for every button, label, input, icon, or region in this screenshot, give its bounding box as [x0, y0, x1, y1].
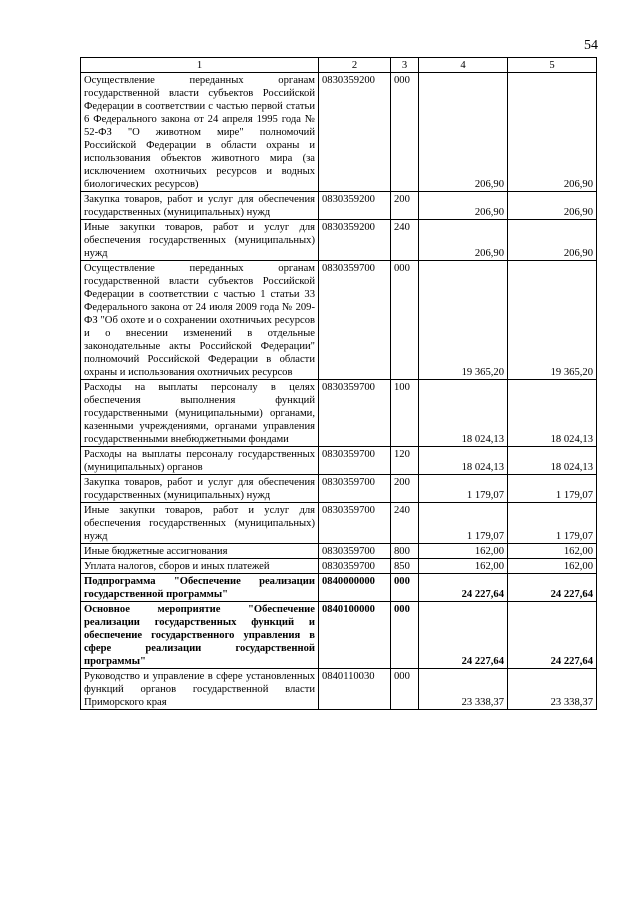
row-amount-col5: 19 365,20 — [508, 261, 597, 380]
row-expense-kind: 000 — [391, 261, 419, 380]
row-amount-col4: 1 179,07 — [419, 475, 508, 503]
row-amount-col5: 18 024,13 — [508, 380, 597, 447]
column-header: 3 — [391, 58, 419, 73]
table-header-row — [81, 58, 597, 73]
table-row — [81, 220, 597, 261]
row-amount-col4: 18 024,13 — [419, 380, 508, 447]
row-amount-col5: 1 179,07 — [508, 475, 597, 503]
row-expense-kind: 000 — [391, 602, 419, 669]
row-amount-col4: 206,90 — [419, 73, 508, 192]
table-row — [81, 475, 597, 503]
row-amount-col5: 24 227,64 — [508, 602, 597, 669]
row-target-code: 0830359700 — [319, 544, 391, 559]
table-row — [81, 73, 597, 192]
row-expense-kind: 240 — [391, 503, 419, 544]
row-amount-col4: 162,00 — [419, 559, 508, 574]
row-amount-col4: 19 365,20 — [419, 261, 508, 380]
row-amount-col5: 23 338,37 — [508, 669, 597, 710]
table-row — [81, 559, 597, 574]
row-description: Расходы на выплаты персоналу государственных (муниципальных) органов — [81, 447, 319, 475]
row-target-code: 0830359200 — [319, 73, 391, 192]
column-header: 1 — [81, 58, 319, 73]
row-target-code: 0840100000 — [319, 602, 391, 669]
row-amount-col5: 206,90 — [508, 220, 597, 261]
table-row — [81, 192, 597, 220]
row-target-code: 0830359700 — [319, 261, 391, 380]
row-amount-col5: 18 024,13 — [508, 447, 597, 475]
row-expense-kind: 120 — [391, 447, 419, 475]
row-target-code: 0840000000 — [319, 574, 391, 602]
column-header: 4 — [419, 58, 508, 73]
row-expense-kind: 100 — [391, 380, 419, 447]
row-amount-col4: 162,00 — [419, 544, 508, 559]
row-expense-kind: 000 — [391, 574, 419, 602]
row-target-code: 0830359700 — [319, 559, 391, 574]
row-amount-col5: 1 179,07 — [508, 503, 597, 544]
row-description: Иные бюджетные ассигнования — [81, 544, 319, 559]
row-expense-kind: 000 — [391, 73, 419, 192]
row-amount-col5: 206,90 — [508, 192, 597, 220]
row-description: Закупка товаров, работ и услуг для обеспечения государственных (муниципальных) нужд — [81, 192, 319, 220]
row-target-code: 0830359700 — [319, 447, 391, 475]
row-amount-col4: 206,90 — [419, 192, 508, 220]
row-amount-col4: 18 024,13 — [419, 447, 508, 475]
row-description: Основное мероприятие "Обеспечение реализации государственных функций и обеспечение государственного управления в сфере реализации государственной программы" — [81, 602, 319, 669]
table-row — [81, 574, 597, 602]
row-target-code: 0830359700 — [319, 475, 391, 503]
row-expense-kind: 000 — [391, 669, 419, 710]
page-number: 54 — [584, 38, 598, 53]
row-description: Расходы на выплаты персоналу в целях обеспечения выполнения функций государственными (муниципальными) органами, казенными учреждениями, органами управления государственными внебюджетными фондами — [81, 380, 319, 447]
row-amount-col4: 206,90 — [419, 220, 508, 261]
row-amount-col5: 162,00 — [508, 559, 597, 574]
table-row — [81, 447, 597, 475]
row-description: Подпрограмма "Обеспечение реализации государственной программы" — [81, 574, 319, 602]
row-target-code: 0830359200 — [319, 220, 391, 261]
row-description: Осуществление переданных органам государственной власти субъектов Российской Федерации в соответствии с частью 1 статьи 33 Федерального закона от 24 июля 2009 года № 209-ФЗ "Об охоте и о сохранении охотничьих ресурсов и о внесении изменений в отдельные законодательные акты Российской Федерации" полномочий Российской Федерации в области охраны и использования охотничьих ресурсов — [81, 261, 319, 380]
row-amount-col5: 24 227,64 — [508, 574, 597, 602]
table-row — [81, 669, 597, 710]
column-header: 5 — [508, 58, 597, 73]
row-expense-kind: 240 — [391, 220, 419, 261]
table-row — [81, 544, 597, 559]
row-amount-col5: 162,00 — [508, 544, 597, 559]
row-description: Иные закупки товаров, работ и услуг для обеспечения государственных (муниципальных) нужд — [81, 503, 319, 544]
table-row — [81, 261, 597, 380]
row-description: Уплата налогов, сборов и иных платежей — [81, 559, 319, 574]
column-header: 2 — [319, 58, 391, 73]
row-amount-col4: 1 179,07 — [419, 503, 508, 544]
row-target-code: 0840110030 — [319, 669, 391, 710]
row-description: Руководство и управление в сфере установленных функций органов государственной власти Приморского края — [81, 669, 319, 710]
row-target-code: 0830359200 — [319, 192, 391, 220]
row-target-code: 0830359700 — [319, 380, 391, 447]
table-row — [81, 503, 597, 544]
row-amount-col4: 24 227,64 — [419, 574, 508, 602]
row-expense-kind: 200 — [391, 475, 419, 503]
row-amount-col5: 206,90 — [508, 73, 597, 192]
row-expense-kind: 200 — [391, 192, 419, 220]
row-expense-kind: 850 — [391, 559, 419, 574]
row-description: Иные закупки товаров, работ и услуг для обеспечения государственных (муниципальных) нужд — [81, 220, 319, 261]
budget-table — [80, 57, 597, 710]
row-description: Закупка товаров, работ и услуг для обеспечения государственных (муниципальных) нужд — [81, 475, 319, 503]
row-amount-col4: 24 227,64 — [419, 602, 508, 669]
row-target-code: 0830359700 — [319, 503, 391, 544]
row-expense-kind: 800 — [391, 544, 419, 559]
row-amount-col4: 23 338,37 — [419, 669, 508, 710]
row-description: Осуществление переданных органам государственной власти субъектов Российской Федерации в соответствии с частью первой статьи 6 Федерального закона от 24 апреля 1995 года № 52-ФЗ "О животном мире" полномочий Российской Федерации в области охраны и использования объектов животного мира (за исключением охотничьих ресурсов и водных биологических ресурсов) — [81, 73, 319, 192]
table-row — [81, 380, 597, 447]
table-row — [81, 602, 597, 669]
